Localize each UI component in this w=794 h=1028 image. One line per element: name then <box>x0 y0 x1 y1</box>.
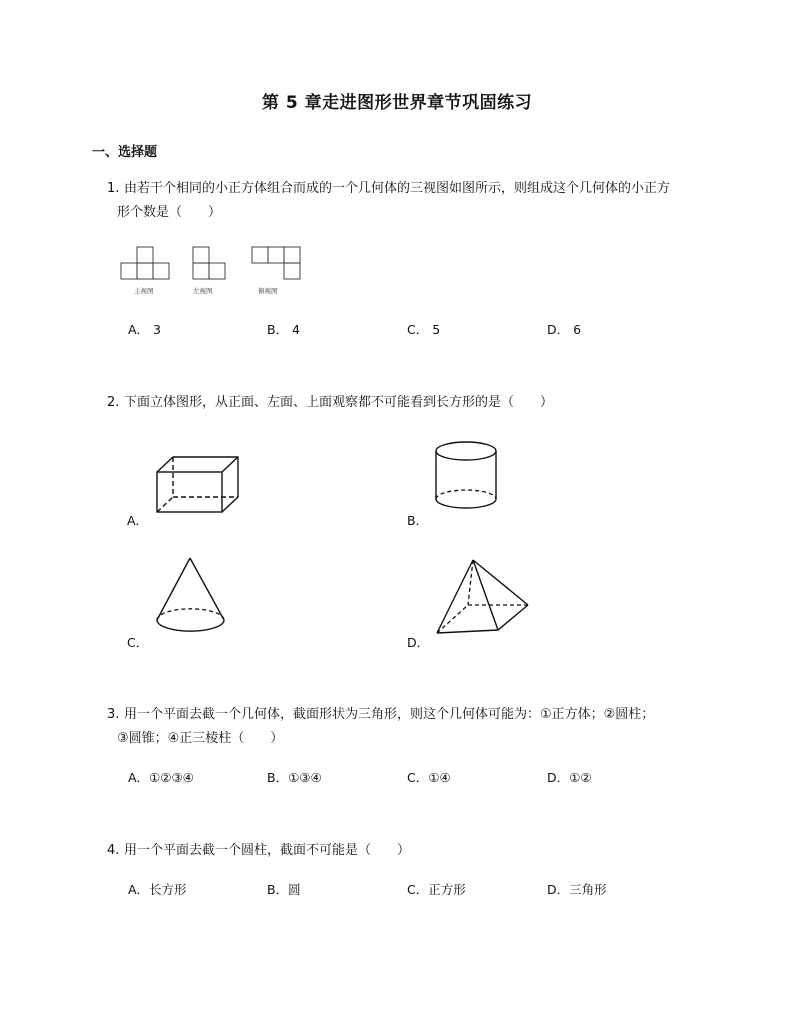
q4-option-a[interactable]: A．长方形 <box>128 882 187 897</box>
q1-text-line1: 由若干个相同的小正方体组合而成的一个几何体的三视图如图所示，则组成这个几何体的小正方 <box>124 181 671 196</box>
q4-option-c[interactable]: C．正方形 <box>407 882 466 897</box>
q1-option-c[interactable]: C． 5 <box>407 322 441 337</box>
q4-option-d[interactable]: D．三角形 <box>547 882 607 897</box>
q2-option-a[interactable]: A． <box>127 513 149 528</box>
q2-option-c[interactable]: C． <box>127 635 149 650</box>
cuboid-figure <box>150 452 250 522</box>
left-view-caption: 左视图 <box>193 287 213 295</box>
q4-option-b[interactable]: B．圆 <box>267 882 301 897</box>
section-heading: 一、选择题 <box>92 145 158 160</box>
q3-text-line2: ③圆锥；④正三棱柱（ ） <box>117 731 284 746</box>
q2-option-d[interactable]: D． <box>407 635 430 650</box>
q3-option-c[interactable]: C．①④ <box>407 770 451 785</box>
q3-number: 3. <box>107 707 120 722</box>
cylinder-figure <box>430 437 505 517</box>
q3-option-d[interactable]: D．①② <box>547 770 592 785</box>
page-title: 第 5 章走进图形世界章节巩固练习 <box>261 93 533 113</box>
q1-text-line2: 形个数是（ ） <box>117 205 222 220</box>
cone-figure <box>150 553 235 638</box>
q1-option-b[interactable]: B． 4 <box>267 322 301 337</box>
q2-option-b[interactable]: B． <box>407 513 429 528</box>
q1-option-a[interactable]: A． 3 <box>128 322 161 337</box>
q3-text-line1: 用一个平面去截一个几何体，截面形状为三角形，则这个几何体可能为：①正方体；②圆柱； <box>124 707 655 722</box>
top-view-caption: 俯视图 <box>258 287 278 295</box>
q3-option-a[interactable]: A．①②③④ <box>128 770 194 785</box>
front-view-caption: 主视图 <box>134 287 154 295</box>
q3-option-b[interactable]: B．①③④ <box>267 770 322 785</box>
q4-text: 用一个平面去截一个圆柱，截面不可能是（ ） <box>124 843 411 858</box>
q2-text: 下面立体图形，从正面、左面、上面观察都不可能看到长方形的是（ ） <box>124 395 554 410</box>
pyramid-figure <box>430 555 535 640</box>
q2-number: 2. <box>107 395 120 410</box>
q1-number: 1. <box>107 181 120 196</box>
q1-option-d[interactable]: D． 6 <box>547 322 582 337</box>
q4-number: 4. <box>107 843 120 858</box>
